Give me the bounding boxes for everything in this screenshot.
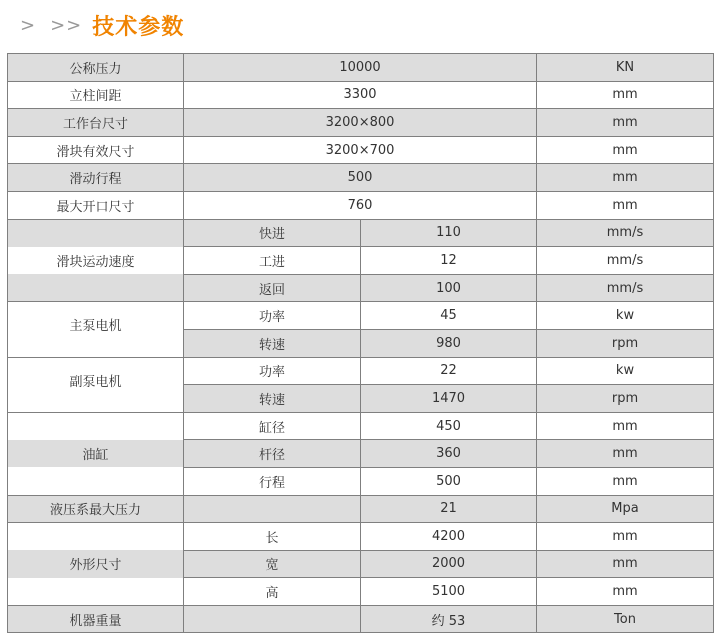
- row-sub-label: 功率: [184, 302, 361, 330]
- table-row: [8, 219, 714, 247]
- row-label: 滑块有效尺寸: [8, 136, 184, 164]
- table-row: [8, 109, 714, 137]
- row-unit: Ton: [537, 605, 714, 633]
- row-unit: mm: [537, 578, 714, 606]
- spec-table: [7, 53, 714, 633]
- group-label: 滑块运动速度: [8, 247, 184, 275]
- table-row: [8, 412, 714, 440]
- page-title: 技术参数: [92, 14, 185, 40]
- row-unit: kw: [537, 357, 714, 385]
- table-row: [8, 136, 714, 164]
- group-label-cell: [8, 578, 184, 606]
- row-unit: KN: [537, 54, 714, 82]
- row-unit: mm: [537, 440, 714, 468]
- row-label: 最大开口尺寸: [8, 191, 184, 219]
- table-row: [8, 495, 714, 523]
- row-unit: mm: [537, 164, 714, 192]
- row-unit: mm: [537, 412, 714, 440]
- group-label: 副泵电机: [69, 374, 122, 390]
- row-value: 10000: [184, 54, 537, 82]
- group-label-cell: [8, 467, 184, 495]
- group-label: 机器重量: [8, 605, 184, 633]
- table-row: [8, 385, 714, 413]
- row-sub-label: 宽: [184, 550, 361, 578]
- row-label: 滑动行程: [8, 164, 184, 192]
- row-unit: rpm: [537, 329, 714, 357]
- row-value: 450: [361, 412, 537, 440]
- group-label-cell: [8, 319, 184, 357]
- row-unit: mm: [537, 136, 714, 164]
- row-value: 12: [361, 247, 537, 275]
- group-label: 液压系最大压力: [8, 495, 184, 523]
- table-row: [8, 191, 714, 219]
- row-unit: kw: [537, 302, 714, 330]
- row-sub-label: 行程: [184, 467, 361, 495]
- row-value: 3200×800: [184, 109, 537, 137]
- row-value: 3200×700: [184, 136, 537, 164]
- row-value: 760: [184, 191, 537, 219]
- row-sub-label: 转速: [184, 385, 361, 413]
- table-row: [8, 247, 714, 275]
- row-value: 360: [361, 440, 537, 468]
- row-label: 立柱间距: [8, 81, 184, 109]
- table-row: [8, 164, 714, 192]
- row-value: 4200: [361, 523, 537, 551]
- row-unit: mm: [537, 467, 714, 495]
- row-value: 500: [361, 467, 537, 495]
- group-label: 油缸: [8, 440, 184, 468]
- row-value: 21: [361, 495, 537, 523]
- row-sub-label: 功率: [184, 357, 361, 385]
- group-label-cell: [8, 274, 184, 302]
- row-sub-label: 缸径: [184, 412, 361, 440]
- table-row: [8, 550, 714, 578]
- table-row: [8, 54, 714, 82]
- row-sub-label: 转速: [184, 329, 361, 357]
- row-value: 500: [184, 164, 537, 192]
- row-value: 980: [361, 329, 537, 357]
- row-sub-label: 长: [184, 523, 361, 551]
- group-label-cell: [8, 374, 184, 413]
- row-unit: mm/s: [537, 247, 714, 275]
- table-row: [8, 440, 714, 468]
- row-unit: mm: [537, 81, 714, 109]
- row-unit: mm/s: [537, 274, 714, 302]
- row-sub-label: [184, 495, 361, 523]
- row-sub-label: 快进: [184, 219, 361, 247]
- row-unit: Mpa: [537, 495, 714, 523]
- row-label: 公称压力: [8, 54, 184, 82]
- row-value: 约 53: [361, 605, 537, 633]
- table-row: [8, 578, 714, 606]
- group-label: 外形尺寸: [8, 550, 184, 578]
- table-row: [8, 523, 714, 551]
- double-chevron-right-icon: >>: [50, 14, 83, 36]
- row-value: 1470: [361, 385, 537, 413]
- row-value: 100: [361, 274, 537, 302]
- row-sub-label: 杆径: [184, 440, 361, 468]
- row-unit: mm: [537, 550, 714, 578]
- row-value: 2000: [361, 550, 537, 578]
- row-value: 3300: [184, 81, 537, 109]
- row-value: 45: [361, 302, 537, 330]
- row-value: 5100: [361, 578, 537, 606]
- row-unit: rpm: [537, 385, 714, 413]
- row-sub-label: 返回: [184, 274, 361, 302]
- table-row: [8, 274, 714, 302]
- row-label: 工作台尺寸: [8, 109, 184, 137]
- group-label: 主泵电机: [69, 319, 122, 335]
- chevron-right-icon: >: [20, 14, 37, 36]
- table-row: [8, 467, 714, 495]
- group-label-cell: [8, 412, 184, 440]
- table-row: [8, 329, 714, 357]
- row-sub-label: 高: [184, 578, 361, 606]
- table-row: [8, 605, 714, 633]
- section-header: [20, 10, 184, 40]
- row-value: 22: [361, 357, 537, 385]
- row-sub-label: 工进: [184, 247, 361, 275]
- row-unit: mm: [537, 191, 714, 219]
- row-unit: mm: [537, 523, 714, 551]
- group-label-cell: [8, 219, 184, 247]
- group-label-cell: [8, 523, 184, 551]
- row-unit: mm: [537, 109, 714, 137]
- row-value: 110: [361, 219, 537, 247]
- row-unit: mm/s: [537, 219, 714, 247]
- table-row: [8, 81, 714, 109]
- row-sub-label: [184, 605, 361, 633]
